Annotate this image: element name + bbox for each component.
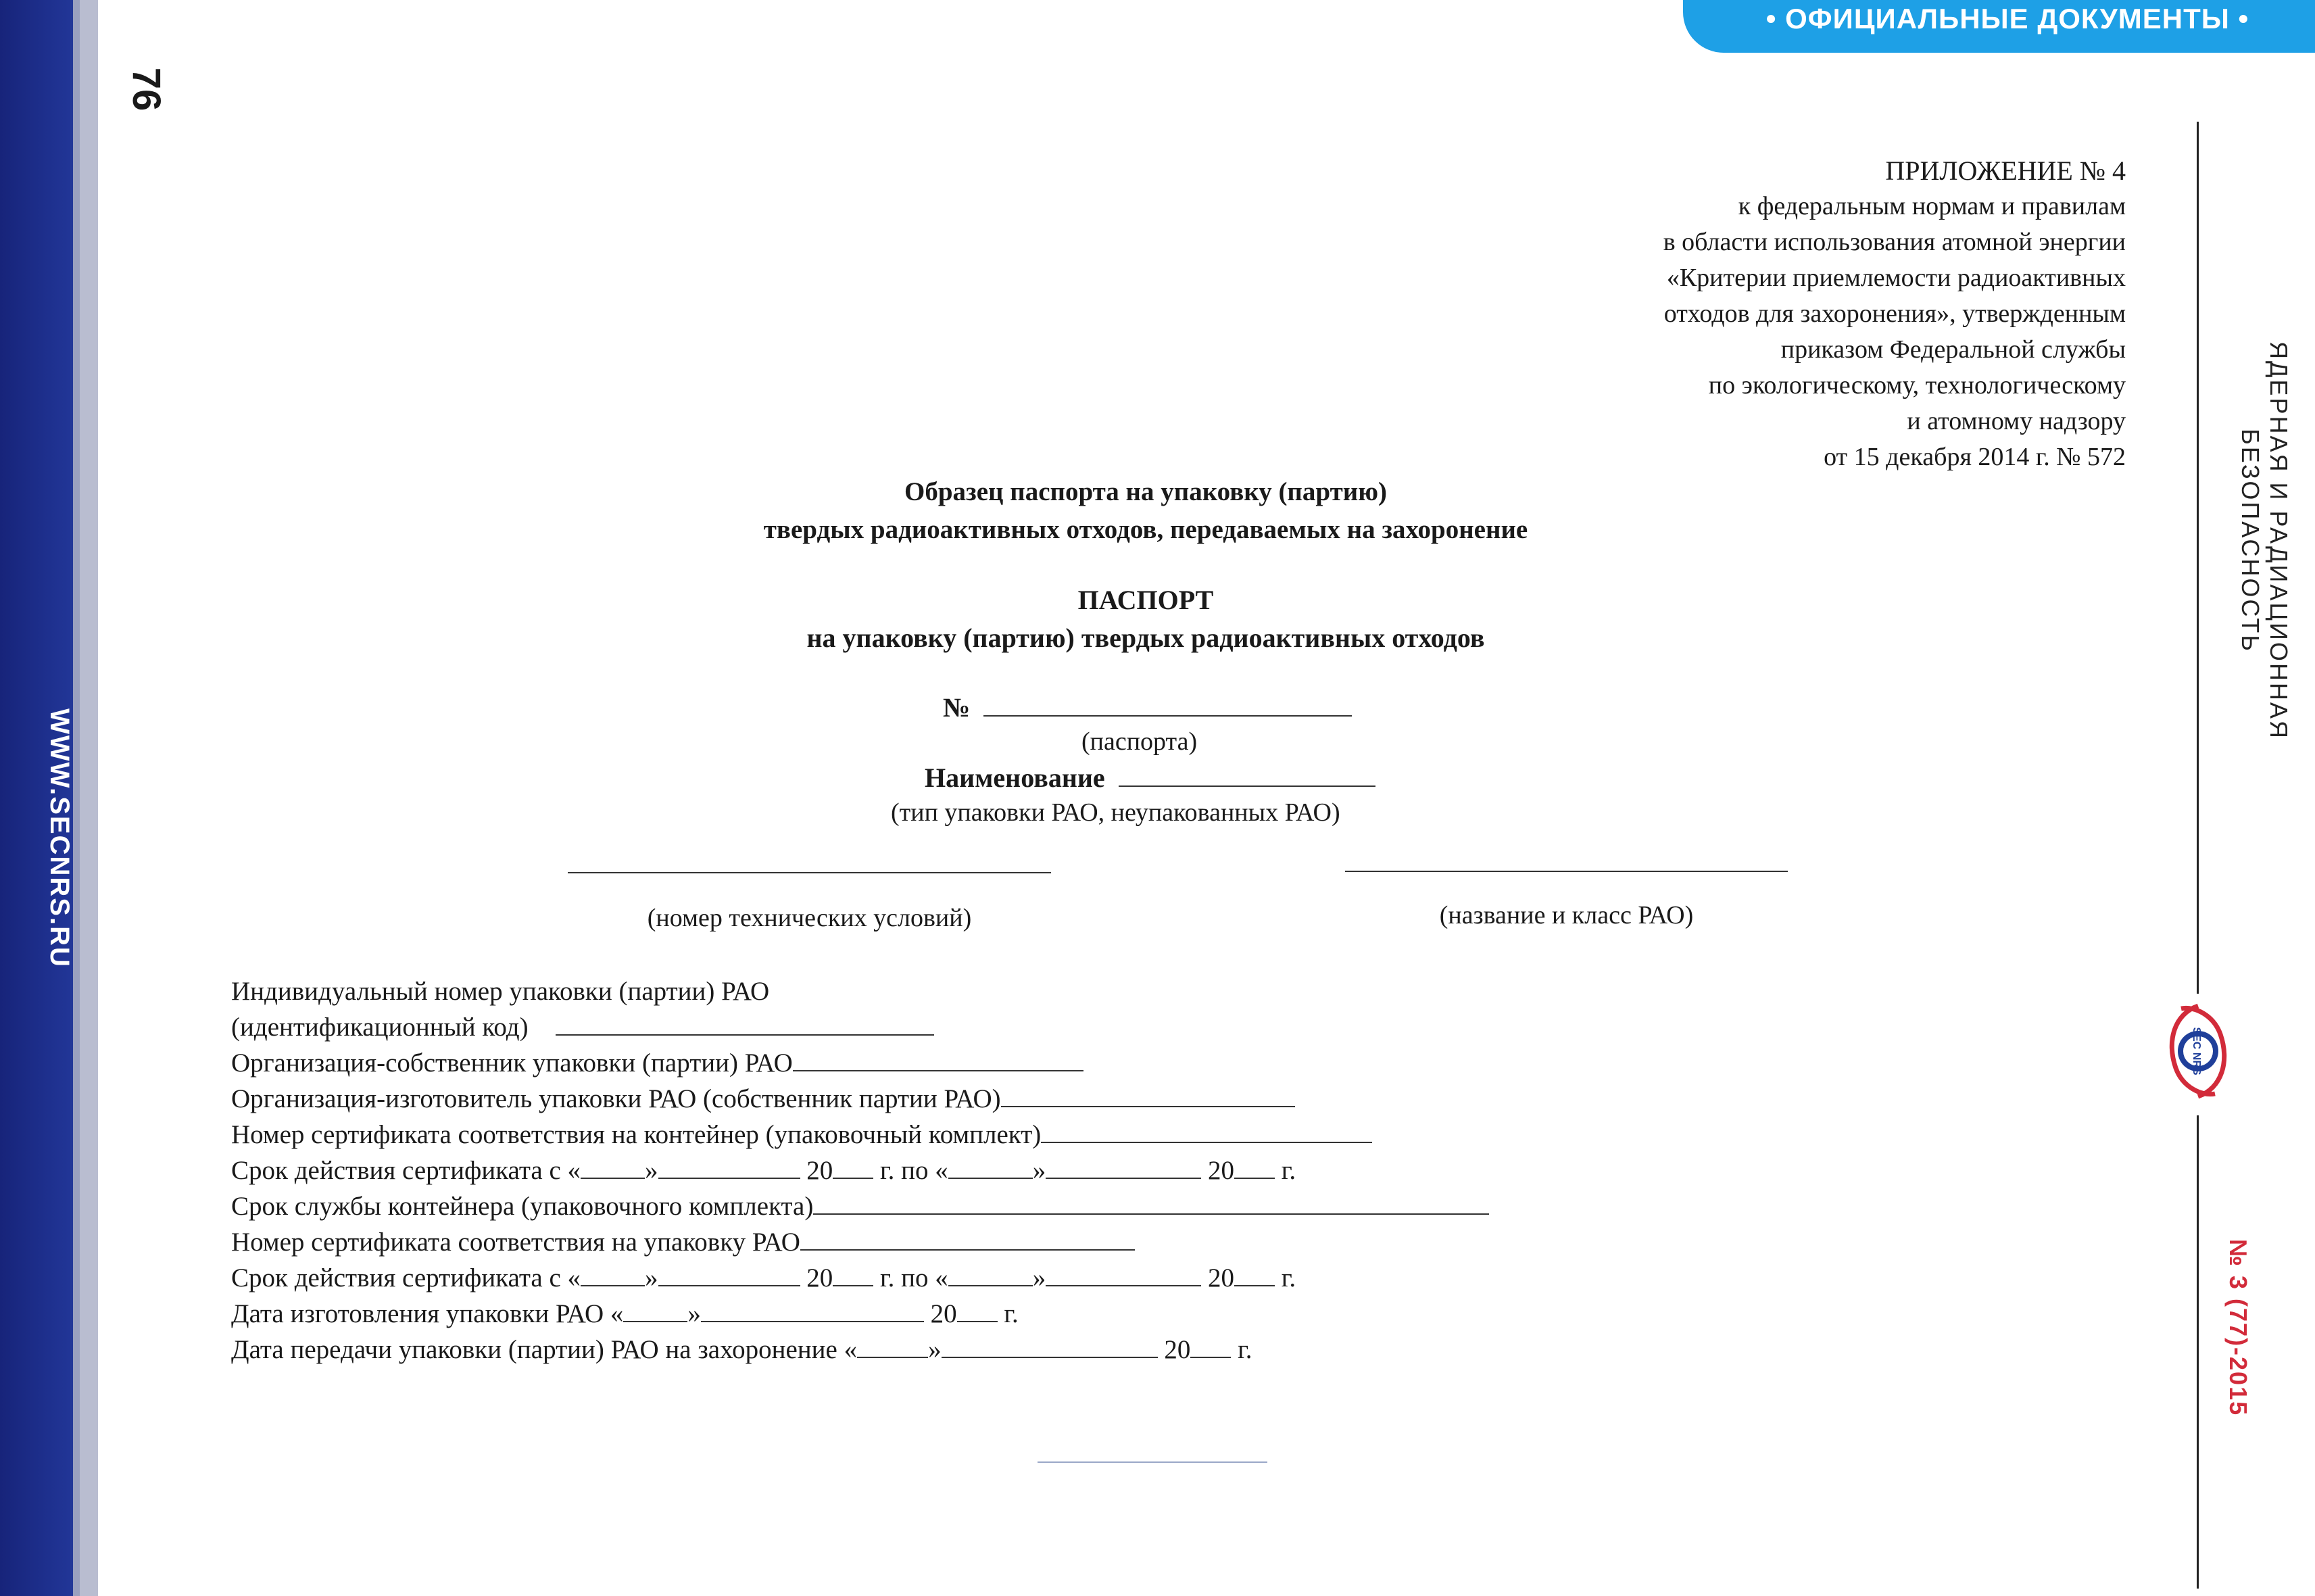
field-label: Срок службы контейнера (упаковочного комплекта) bbox=[231, 1192, 814, 1221]
date-year-field[interactable] bbox=[957, 1299, 998, 1322]
number-label: № bbox=[943, 692, 971, 723]
quote-close: » bbox=[645, 1156, 658, 1185]
date-day-field[interactable] bbox=[948, 1156, 1033, 1179]
date-year-field[interactable] bbox=[1234, 1263, 1275, 1286]
field-label: г. по « bbox=[880, 1263, 948, 1292]
field-label: Номер сертификата соответствия на контейнер (упаковочный комплект) bbox=[231, 1120, 1042, 1149]
year-prefix: 20 bbox=[1164, 1335, 1191, 1364]
field-row bbox=[231, 1296, 1489, 1332]
tech-conditions-caption: (номер технических условий) bbox=[647, 904, 972, 932]
issue-number: № 3 (77)-2015 bbox=[2224, 1238, 2252, 1417]
id-code-field[interactable] bbox=[556, 1013, 934, 1036]
passport-heading bbox=[608, 581, 1683, 657]
package-cert-field[interactable] bbox=[800, 1228, 1135, 1251]
appendix-line: отходов для захоронения», утвержденным bbox=[1663, 299, 2126, 328]
website-label: WWW.SECNRS.RU bbox=[45, 708, 74, 968]
date-day-field[interactable] bbox=[581, 1156, 645, 1179]
journal-logo-icon bbox=[2161, 1000, 2235, 1102]
sample-line-1: Образец паспорта на упаковку (партию) bbox=[904, 477, 1387, 506]
name-label: Наименование bbox=[925, 763, 1105, 793]
date-month-field[interactable] bbox=[1046, 1156, 1201, 1179]
spine-stripe-light bbox=[80, 0, 98, 1596]
owner-org-field[interactable] bbox=[793, 1048, 1083, 1071]
date-year-field[interactable] bbox=[833, 1263, 873, 1286]
sample-heading bbox=[608, 473, 1683, 549]
quote-close: » bbox=[1032, 1263, 1046, 1292]
year-prefix: 20 bbox=[1207, 1156, 1234, 1185]
journal-title: ЯДЕРНАЯ И РАДИАЦИОННАЯ БЕЗОПАСНОСТЬ bbox=[2237, 341, 2293, 740]
quote-close: » bbox=[928, 1335, 942, 1364]
appendix-line: и атомному надзору bbox=[1907, 407, 2126, 435]
passport-number-row bbox=[943, 691, 1352, 723]
quote-close: » bbox=[1032, 1156, 1046, 1185]
field-row bbox=[231, 1188, 1489, 1224]
appendix-line: к федеральным нормам и правилам bbox=[1738, 192, 2126, 220]
date-month-field[interactable] bbox=[658, 1156, 800, 1179]
date-month-field[interactable] bbox=[942, 1335, 1158, 1358]
number-field[interactable] bbox=[983, 691, 1352, 717]
appendix-line: по экологическому, технологическому bbox=[1708, 371, 2126, 400]
year-prefix: 20 bbox=[1207, 1263, 1234, 1292]
appendix-line: приказом Федеральной службы bbox=[1780, 335, 2126, 364]
field-row bbox=[231, 1009, 1489, 1045]
number-caption: (паспорта) bbox=[1081, 727, 1198, 756]
field-row bbox=[231, 1045, 1489, 1081]
quote-close: » bbox=[687, 1299, 701, 1328]
date-month-field[interactable] bbox=[1046, 1263, 1201, 1286]
date-year-field[interactable] bbox=[833, 1156, 873, 1179]
appendix-title: ПРИЛОЖЕНИЕ № 4 bbox=[1885, 155, 2126, 186]
field-label: Срок действия сертификата с « bbox=[231, 1263, 581, 1292]
year-prefix: 20 bbox=[806, 1263, 833, 1292]
appendix-line: в области использования атомной энергии bbox=[1663, 228, 2126, 256]
manufacturer-org-field[interactable] bbox=[1001, 1084, 1295, 1107]
appendix-line: от 15 декабря 2014 г. № 572 bbox=[1824, 443, 2126, 471]
name-field[interactable] bbox=[1119, 761, 1375, 787]
year-suffix: г. bbox=[1281, 1156, 1296, 1185]
page-number: 76 bbox=[124, 67, 168, 112]
container-cert-field[interactable] bbox=[1041, 1120, 1372, 1143]
section-tab-label: • ОФИЦИАЛЬНЫЕ ДОКУМЕНТЫ • bbox=[1765, 3, 2249, 34]
name-caption: (тип упаковки РАО, неупакованных РАО) bbox=[891, 798, 1340, 827]
year-prefix: 20 bbox=[930, 1299, 957, 1328]
field-row bbox=[231, 1224, 1489, 1260]
passport-subtitle: на упаковку (партию) твердых радиоактивных отходов bbox=[806, 623, 1485, 653]
sample-line-2: твердых радиоактивных отходов, передаваемых на захоронение bbox=[763, 515, 1528, 544]
quote-close: » bbox=[645, 1263, 658, 1292]
rao-class-field[interactable] bbox=[1345, 871, 1788, 872]
field-label: г. по « bbox=[880, 1156, 948, 1185]
tech-conditions-field[interactable] bbox=[568, 872, 1051, 873]
field-label: Номер сертификата соответствия на упаковку РАО bbox=[231, 1228, 800, 1257]
date-month-field[interactable] bbox=[658, 1263, 800, 1286]
passport-name-row bbox=[925, 761, 1375, 794]
service-life-field[interactable] bbox=[813, 1192, 1489, 1215]
field-label: Организация-собственник упаковки (партии) РАО bbox=[231, 1048, 793, 1078]
date-month-field[interactable] bbox=[701, 1299, 924, 1322]
field-label: Срок действия сертификата с « bbox=[231, 1156, 581, 1185]
field-row bbox=[231, 1081, 1489, 1117]
field-label: Дата изготовления упаковки РАО « bbox=[231, 1299, 624, 1328]
section-tab bbox=[1683, 0, 2315, 53]
logo-text: SEC NRS bbox=[2191, 1027, 2202, 1075]
field-label: Организация-изготовитель упаковки РАО (собственник партии РАО) bbox=[231, 1084, 1001, 1113]
field-label: Индивидуальный номер упаковки (партии) РАО bbox=[231, 977, 770, 1006]
passport-title: ПАСПОРТ bbox=[1077, 585, 1214, 615]
field-row bbox=[231, 1117, 1489, 1153]
passport-fields bbox=[231, 973, 1489, 1368]
date-day-field[interactable] bbox=[857, 1335, 928, 1358]
appendix-block bbox=[1517, 153, 2126, 475]
field-label: Дата передачи упаковки (партии) РАО на захоронение « bbox=[231, 1335, 858, 1364]
date-day-field[interactable] bbox=[581, 1263, 645, 1286]
date-day-field[interactable] bbox=[948, 1263, 1033, 1286]
field-row bbox=[231, 1153, 1489, 1188]
rail-divider-top bbox=[2197, 122, 2199, 994]
appendix-line: «Критерии приемлемости радиоактивных bbox=[1666, 264, 2126, 292]
field-label: (идентификационный код) bbox=[231, 1013, 529, 1042]
field-row bbox=[231, 973, 1489, 1009]
date-day-field[interactable] bbox=[623, 1299, 687, 1322]
year-suffix: г. bbox=[1004, 1299, 1019, 1328]
field-row bbox=[231, 1332, 1489, 1368]
date-year-field[interactable] bbox=[1234, 1156, 1275, 1179]
rail-divider-bottom bbox=[2197, 1115, 2199, 1589]
field-row bbox=[231, 1260, 1489, 1296]
year-suffix: г. bbox=[1238, 1335, 1252, 1364]
year-prefix: 20 bbox=[806, 1156, 833, 1185]
bottom-rule bbox=[1038, 1461, 1267, 1463]
date-year-field[interactable] bbox=[1190, 1335, 1231, 1358]
year-suffix: г. bbox=[1281, 1263, 1296, 1292]
rao-class-caption: (название и класс РАО) bbox=[1439, 901, 1694, 929]
